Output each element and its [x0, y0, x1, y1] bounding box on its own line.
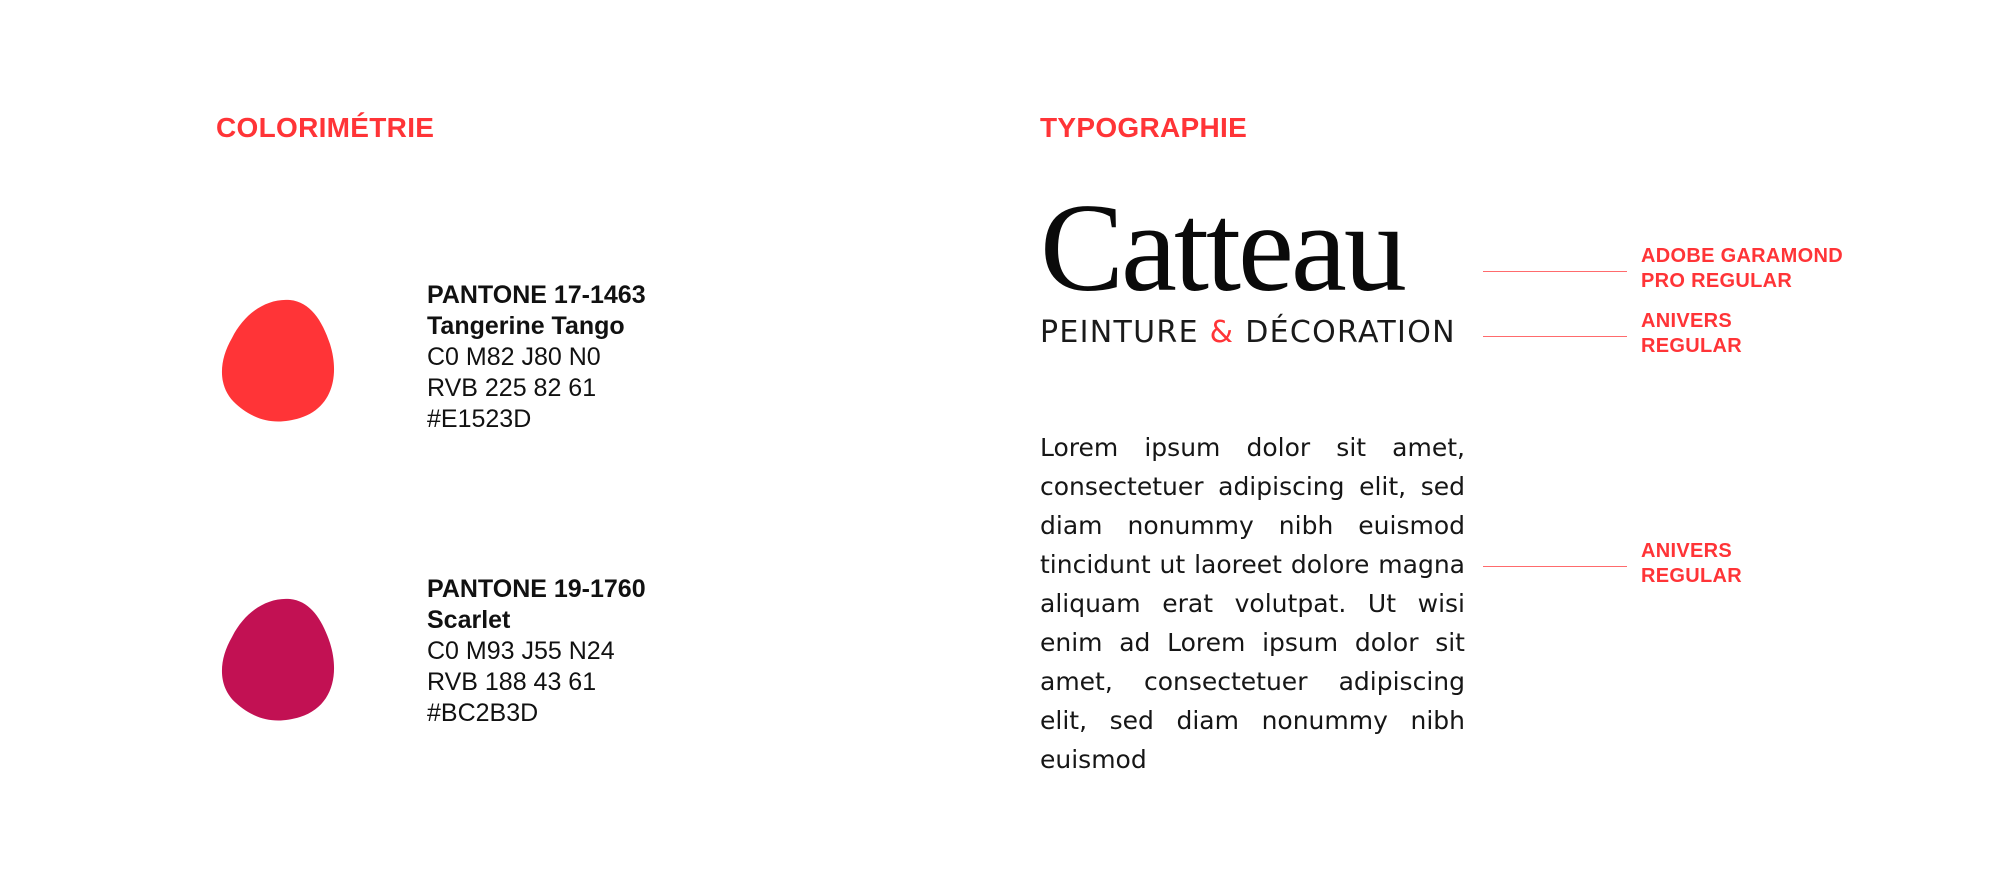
- hex-value: #BC2B3D: [427, 699, 539, 727]
- typographie-title: TYPOGRAPHIE: [1040, 112, 1248, 143]
- rgb-value: RVB 225 82 61: [427, 374, 597, 402]
- colorimetrie-title: COLORIMÉTRIE: [216, 112, 435, 143]
- annotation-line: ANIVERS: [1641, 310, 1733, 332]
- hex-value: #E1523D: [427, 405, 532, 433]
- swatch-shape: [222, 599, 334, 721]
- logo-tagline: [1040, 315, 1465, 350]
- annotation-leader-line: [1483, 271, 1627, 272]
- color-name: Scarlet: [427, 606, 511, 634]
- color-info-tangerine-tango: [427, 280, 646, 435]
- color-swatch-scarlet: [214, 595, 340, 721]
- color-info-scarlet: [427, 574, 646, 729]
- font-annotation-garamond: [1641, 244, 1843, 294]
- tagline-ampersand: &: [1209, 315, 1235, 350]
- color-swatch-tangerine-tango: [214, 296, 340, 422]
- rgb-value: RVB 188 43 61: [427, 668, 597, 696]
- annotation-line: PRO REGULAR: [1641, 270, 1793, 292]
- tagline-part-1: PEINTURE: [1040, 315, 1210, 350]
- annotation-line: ADOBE GARAMOND: [1641, 245, 1843, 267]
- logo-wordmark: Catteau: [1040, 179, 1404, 318]
- font-annotation-anivers-tagline: [1641, 309, 1742, 359]
- font-annotation-anivers-body: [1641, 539, 1742, 589]
- color-name: Tangerine Tango: [427, 312, 625, 340]
- pantone-code: PANTONE 17-1463: [427, 281, 646, 309]
- swatch-shape: [222, 300, 334, 422]
- annotation-leader-line: [1483, 336, 1627, 337]
- pantone-code: PANTONE 19-1760: [427, 575, 646, 603]
- body-text-sample: Lorem ipsum dolor sit amet, consectetuer adipiscing elit, sed diam nonummy nibh euismod tincidunt ut laoreet dolore magna aliquam erat volutpat. Ut wisi enim ad Lorem ipsum dolor sit amet, consectetuer adipiscing elit, sed diam nonummy nibh euismod: [1040, 433, 1465, 774]
- cmyk-value: C0 M82 J80 N0: [427, 343, 601, 371]
- catteau-logo: [1040, 179, 1465, 350]
- annotation-line: REGULAR: [1641, 565, 1742, 587]
- cmyk-value: C0 M93 J55 N24: [427, 637, 615, 665]
- tagline-part-2: DÉCORATION: [1234, 315, 1456, 350]
- annotation-line: ANIVERS: [1641, 540, 1733, 562]
- annotation-leader-line: [1483, 566, 1627, 567]
- annotation-line: REGULAR: [1641, 335, 1742, 357]
